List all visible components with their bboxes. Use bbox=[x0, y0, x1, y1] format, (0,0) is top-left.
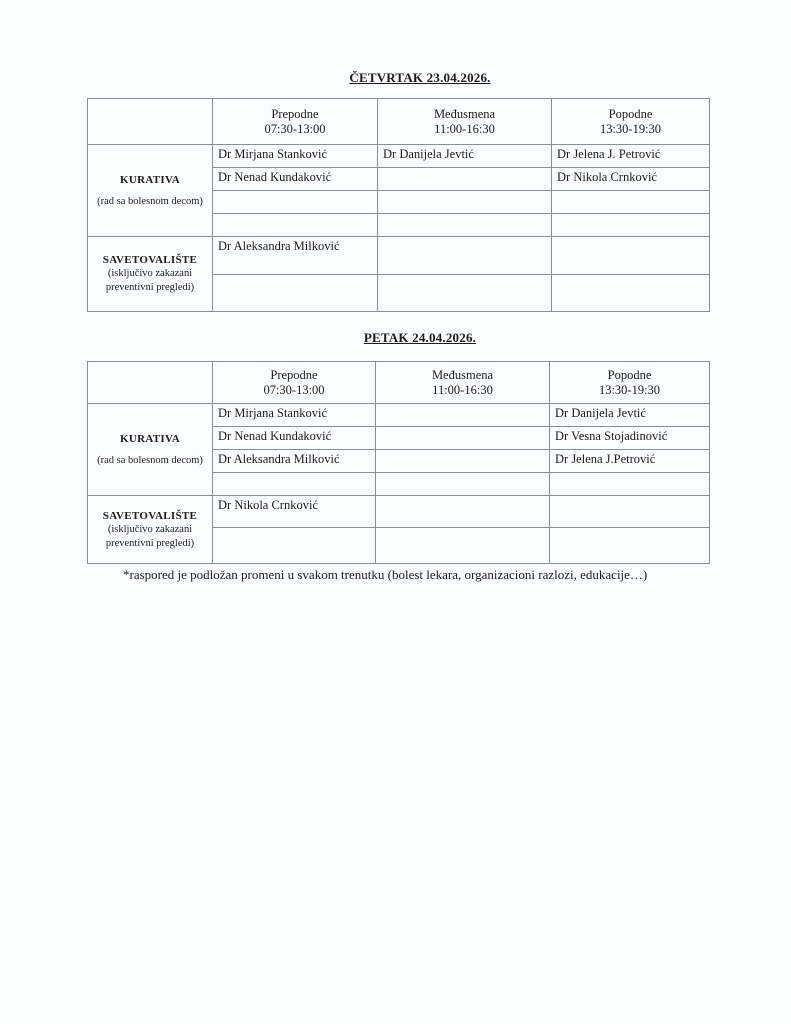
doctor-cell bbox=[376, 427, 550, 450]
doctor-cell: Dr Nenad Kundaković bbox=[213, 427, 376, 450]
table-row bbox=[88, 237, 710, 275]
doctor-cell: Dr Nikola Crnković bbox=[213, 496, 376, 528]
doctor-cell bbox=[376, 450, 550, 473]
doctor-cell bbox=[376, 473, 550, 496]
column-name: Međusmena bbox=[433, 106, 496, 121]
column-time: 11:00-16:30 bbox=[434, 121, 495, 136]
doctor-cell bbox=[550, 473, 710, 496]
column-header-midshift bbox=[378, 99, 552, 145]
day-title-friday: PETAK 24.04.2026. bbox=[363, 330, 477, 345]
doctor-cell: Dr Mirjana Stanković bbox=[213, 145, 378, 168]
footnote: *raspored je podložan promeni u svakom trenutku (bolest lekara, organizacioni razlozi, edukacije…) bbox=[123, 567, 648, 582]
header-empty-cell bbox=[88, 362, 213, 404]
section-kurativa bbox=[88, 404, 213, 496]
doctor-cell: Dr Jelena J. Petrović bbox=[552, 145, 710, 168]
section-title: KURATIVA bbox=[119, 432, 181, 445]
doctor-cell: Dr Aleksandra Milković bbox=[213, 237, 378, 275]
column-header-morning bbox=[213, 99, 378, 145]
doctor-cell bbox=[552, 237, 710, 275]
column-header-midshift bbox=[376, 362, 550, 404]
column-time: 07:30-13:00 bbox=[264, 121, 326, 136]
section-kurativa bbox=[88, 145, 213, 237]
table-header-row bbox=[88, 362, 710, 404]
doctor-cell bbox=[552, 214, 710, 237]
column-header-afternoon bbox=[552, 99, 710, 145]
section-subtitle: (isključivo zakazani preventivni pregledi) bbox=[105, 268, 195, 293]
doctor-cell: Dr Vesna Stojadinović bbox=[550, 427, 710, 450]
doctor-cell bbox=[378, 275, 552, 312]
doctor-cell bbox=[376, 496, 550, 528]
doctor-cell bbox=[376, 528, 550, 564]
day-title-thursday: ČETVRTAK 23.04.2026. bbox=[349, 70, 491, 85]
column-name: Popodne bbox=[607, 367, 652, 382]
doctor-cell bbox=[213, 528, 376, 564]
column-name: Prepodne bbox=[270, 367, 318, 382]
column-time: 13:30-19:30 bbox=[598, 382, 661, 397]
doctor-cell: Dr Nikola Crnković bbox=[552, 168, 710, 191]
table-row bbox=[88, 496, 710, 528]
doctor-cell bbox=[213, 473, 376, 496]
doctor-cell bbox=[213, 275, 378, 312]
doctor-cell bbox=[378, 237, 552, 275]
doctor-cell: Dr Jelena J.Petrović bbox=[550, 450, 710, 473]
doctor-cell: Dr Danijela Jevtić bbox=[378, 145, 552, 168]
doctor-cell: Dr Danijela Jevtić bbox=[550, 404, 710, 427]
table-row bbox=[88, 145, 710, 168]
doctor-cell bbox=[378, 168, 552, 191]
column-name: Popodne bbox=[608, 106, 653, 121]
doctor-cell bbox=[552, 275, 710, 312]
column-time: 07:30-13:00 bbox=[263, 382, 325, 397]
table-row bbox=[88, 404, 710, 427]
doctor-cell bbox=[376, 404, 550, 427]
doctor-cell bbox=[378, 214, 552, 237]
column-name: Prepodne bbox=[271, 106, 319, 121]
section-subtitle: (rad sa bolesnom decom) bbox=[97, 454, 203, 466]
schedule-table-friday bbox=[87, 361, 710, 564]
table-header-row bbox=[88, 99, 710, 145]
doctor-cell bbox=[550, 496, 710, 528]
section-subtitle: (isključivo zakazani preventivni pregledi) bbox=[105, 523, 195, 549]
doctor-cell bbox=[552, 191, 710, 214]
column-time: 13:30-19:30 bbox=[599, 121, 662, 136]
doctor-cell: Dr Aleksandra Milković bbox=[213, 450, 376, 473]
schedule-table-thursday bbox=[87, 98, 710, 312]
doctor-cell bbox=[378, 191, 552, 214]
section-subtitle: (rad sa bolesnom decom) bbox=[97, 195, 203, 207]
doctor-cell bbox=[213, 191, 378, 214]
doctor-cell bbox=[213, 214, 378, 237]
header-empty-cell bbox=[88, 99, 213, 145]
column-header-morning bbox=[213, 362, 376, 404]
column-name: Međusmena bbox=[431, 367, 494, 382]
doctor-cell: Dr Mirjana Stanković bbox=[213, 404, 376, 427]
doctor-cell: Dr Nenad Kundaković bbox=[213, 168, 378, 191]
doctor-cell bbox=[550, 528, 710, 564]
section-title: SAVETOVALIŠTE bbox=[102, 254, 198, 266]
column-header-afternoon bbox=[550, 362, 710, 404]
section-title: SAVETOVALIŠTE bbox=[102, 509, 198, 522]
section-savetovaliste bbox=[88, 496, 213, 564]
section-title: KURATIVA bbox=[119, 173, 181, 186]
column-time: 11:00-16:30 bbox=[432, 382, 493, 397]
section-savetovaliste bbox=[88, 237, 213, 312]
